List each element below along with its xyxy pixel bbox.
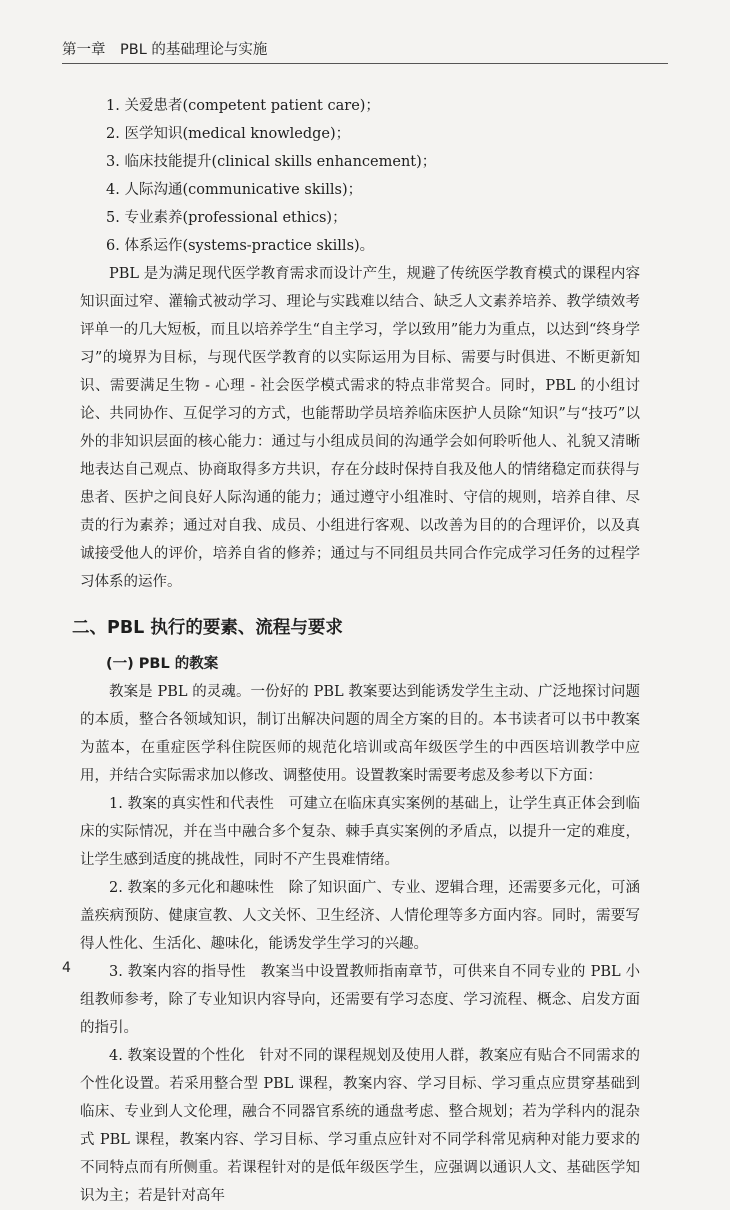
body-paragraph: 3. 教案内容的指导性 教案当中设置教师指南章节，可供来自不同专业的 PBL 小组教师参考，除了专业知识内容导向，还需要有学习态度、学习流程、概念、启发方面的指引。 xyxy=(80,964,640,1036)
body-paragraph: 1. 教案的真实性和代表性 可建立在临床真实案例的基础上，让学生真正体会到临床的实际情况，并在当中融合多个复杂、棘手真实案例的矛盾点，以提升一定的难度，让学生感到适度的挑战性，同时不产生畏难情绪。 xyxy=(80,796,640,868)
list-item: 6. 体系运作(systems-practice skills)。 xyxy=(106,238,375,254)
body-paragraph: 4. 教案设置的个性化 针对不同的课程规划及使用人群，教案应有贴合不同需求的个性化设置。若采用整合型 PBL 课程，教案内容、学习目标、学习重点应贯穿基础到临床、专业到人文伦理，融合不同器官系统的通盘考虑、整合规划；若为学科内的混杂式 PBL 课程，教案内容、学习目标、学习重点应针对不同学科常见病种对能力要求的不同特点而有所侧重。若课程针对的是低年级医学生，应强调以通识人文、基础医学知识为主；若是针对高年 xyxy=(80,1048,640,1204)
page-body xyxy=(72,92,640,1210)
intro-paragraph: PBL 是为满足现代医学教育需求而设计产生，规避了传统医学教育模式的课程内容知识面过窄、灌输式被动学习、理论与实践难以结合、缺乏人文素养培养、教学绩效考评单一的几大短板，而且以培养学生“自主学习，学以致用”能力为重点，以达到“终身学习”的境界为目标，与现代医学教育的以实际运用为目标、需要与时俱进、不断更新知识、需要满足生物 - 心理 - 社会医学模式需求的特点非常契合。同时，PBL 的小组讨论、共同协作、互促学习的方式，也能帮助学员培养临床医护人员除“知识”与“技巧”以外的非知识层面的核心能力：通过与小组成员间的沟通学会如何聆听他人、礼貌又清晰地表达自己观点、协商取得多方共识，存在分歧时保持自我及他人的情绪稳定而获得与患者、医护之间良好人际沟通的能力；通过遵守小组准时、守信的规则，培养自律、尽责的行为素养；通过对自我、成员、小组进行客观、以改善为目的的合理评价，以及真诚接受他人的评价，培养自省的修养；通过与不同组员共同合作完成学习任务的过程学习体系的运作。 xyxy=(80,266,640,590)
list-item: 3. 临床技能提升(clinical skills enhancement)； xyxy=(106,154,437,170)
header-rule xyxy=(62,63,668,64)
body-paragraph: 教案是 PBL 的灵魂。一份好的 PBL 教案要达到能诱发学生主动、广泛地探讨问题的本质，整合各领域知识，制订出解决问题的周全方案的目的。本书读者可以书中教案为蓝本，在重症医学科住院医师的规范化培训或高年级医学生的中西医培训教学中应用，并结合实际需求加以修改、调整使用。设置教案时需要考虑及参考以下方面： xyxy=(80,684,640,784)
section-heading: 二、PBL 执行的要素、流程与要求 xyxy=(72,618,343,638)
list-item: 4. 人际沟通(communicative skills)； xyxy=(106,182,363,198)
page-number: 4 xyxy=(62,960,71,976)
list-item: 1. 关爱患者(competent patient care)； xyxy=(106,98,380,114)
list-item: 2. 医学知识(medical knowledge)； xyxy=(106,126,351,142)
running-header: 第一章 PBL 的基础理论与实施 xyxy=(62,42,268,58)
body-paragraph: 2. 教案的多元化和趣味性 除了知识面广、专业、逻辑合理，还需要多元化，可涵盖疾病预防、健康宣教、人文关怀、卫生经济、人情伦理等多方面内容。同时，需要写得人性化、生活化、趣味化，能诱发学生学习的兴趣。 xyxy=(80,880,640,952)
list-item: 5. 专业素养(professional ethics)； xyxy=(106,210,347,226)
competency-list xyxy=(80,92,640,260)
subsection-heading: (一) PBL 的教案 xyxy=(106,656,219,672)
